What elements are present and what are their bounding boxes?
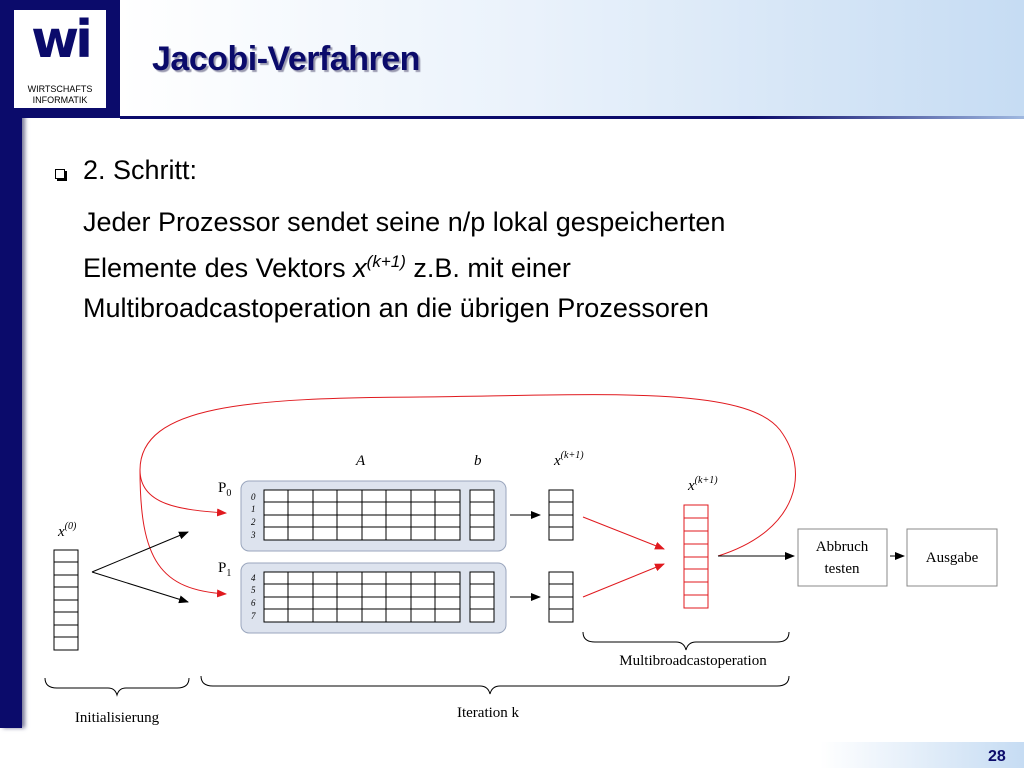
slide-title: Jacobi-Verfahren: [152, 40, 420, 78]
init-arrow-p0: [92, 532, 188, 572]
x-k1-full-vector: [684, 505, 708, 608]
abbruch-box: [798, 529, 887, 586]
p0-matrix: [264, 490, 460, 540]
logo-caption: [14, 84, 106, 106]
multibroadcast-brace: [583, 632, 789, 650]
p1-row-5: 5: [251, 585, 256, 595]
p1-row-6: 6: [251, 598, 256, 608]
p1-b-vector: [470, 572, 494, 622]
broadcast-arrow-p0: [583, 517, 664, 549]
paragraph-line2-pre: Elemente des Vektors: [83, 253, 354, 283]
p0-b-vector: [470, 490, 494, 540]
logo-panel: [14, 10, 106, 108]
initialisierung-label: Initialisierung: [74, 710, 160, 726]
init-arrow-p1: [92, 572, 188, 602]
p0-x-k1-vector: [549, 490, 573, 540]
paragraph-vector-sup: (k+1): [366, 252, 406, 271]
jacobi-diagram: [0, 380, 1024, 730]
paragraph-line1: Jeder Prozessor sendet seine n/p lokal gespeicherten: [83, 207, 726, 237]
p0-row-0: 0: [251, 492, 256, 502]
bullet-paragraph: [83, 202, 963, 328]
ausgabe-label: Ausgabe: [925, 550, 979, 566]
abbruch-line2: testen: [824, 561, 860, 577]
paragraph-line2-post: z.B. mit einer: [405, 253, 571, 283]
logo-caption-line2: INFORMATIK: [32, 95, 88, 105]
bullet-heading: 2. Schritt:: [83, 155, 198, 185]
p1-row-7: 7: [251, 611, 256, 621]
paragraph-vector-var: x: [353, 253, 367, 283]
x-k1-top-label: $x^{(k+1)}$: [554, 450, 584, 469]
page-number: 28: [988, 748, 1006, 765]
p0-row-2: 2: [251, 517, 256, 527]
p1-row-4: 4: [251, 573, 256, 583]
abbruch-line1: Abbruch: [815, 539, 869, 555]
iteration-brace: [201, 676, 789, 694]
matrix-a-label: A: [356, 453, 366, 469]
vector-b-label: b: [474, 453, 482, 469]
feedback-loop-branch: [140, 470, 226, 594]
iteration-label: Iteration k: [456, 705, 520, 721]
x0-label: $x^{(0)}$: [58, 521, 77, 540]
logo-caption-line1: WIRTSCHAFTS: [27, 84, 93, 94]
paragraph-line3: Multibroadcastoperation an die übrigen Prozessoren: [83, 293, 709, 323]
p0-row-3: 3: [251, 530, 256, 540]
x0-vector: [54, 550, 78, 650]
p0-row-1: 1: [251, 504, 256, 514]
logo-mark: wi: [31, 10, 89, 70]
p1-x-k1-vector: [549, 572, 573, 622]
initialisierung-brace: [45, 678, 189, 695]
x-k1-right-label: $x^{(k+1)}$: [688, 475, 718, 494]
header-divider: [120, 116, 1024, 119]
p1-label: $P_1$: [218, 560, 232, 579]
p0-label: $P_0$: [218, 480, 232, 499]
broadcast-arrow-p1: [583, 564, 664, 597]
logo: [0, 0, 120, 118]
p1-matrix: [264, 572, 460, 622]
multibroadcast-label: Multibroadcastoperation: [619, 653, 767, 669]
bullet-square-icon: [55, 169, 65, 179]
